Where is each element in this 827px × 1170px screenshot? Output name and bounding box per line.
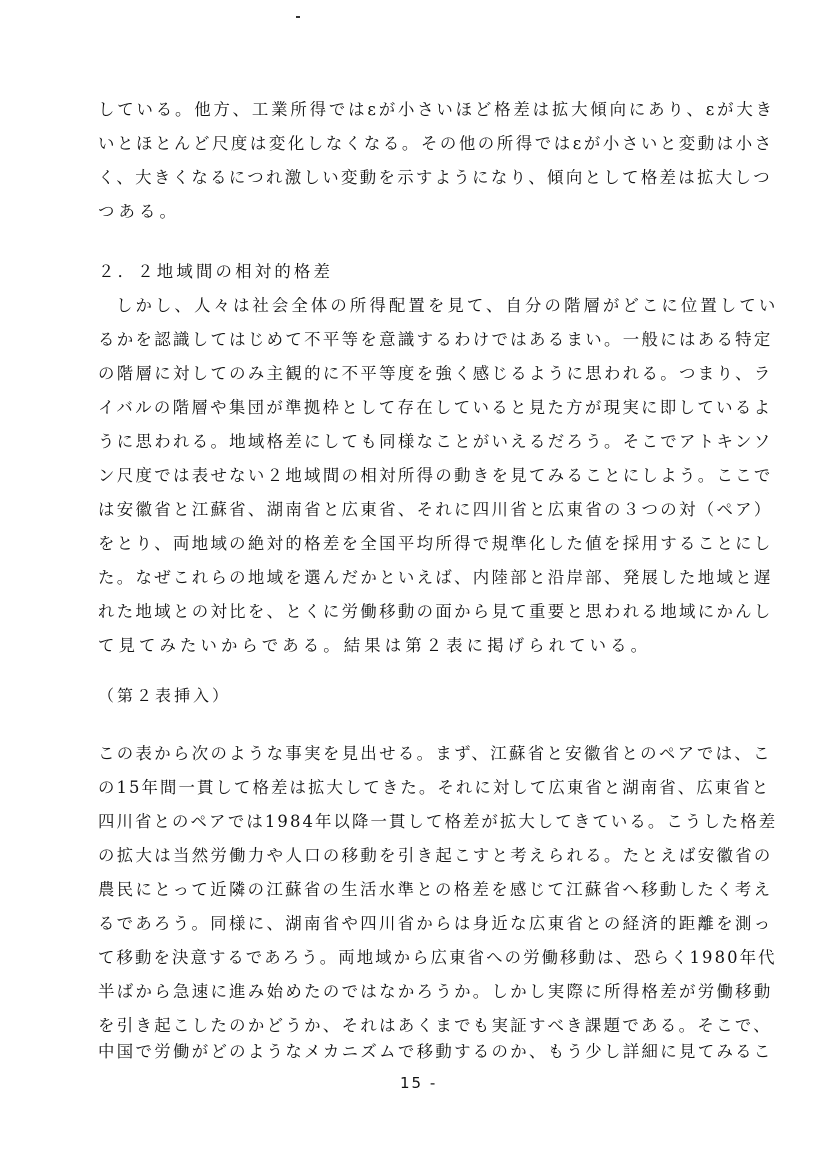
text-line: て移動を決意するであろう。両地域から広東省への労働移動は、恐らく1980年代 [98, 948, 777, 967]
text-line: を引き起こしたのかどうか、それはあくまでも実証すべき課題である。そこで、 [98, 1016, 773, 1035]
text-line: つある。 [98, 202, 180, 221]
text-line: 四川省とのペアでは1984年以降一貫して格差が拡大してきている。こうした格差 [98, 812, 778, 831]
text-line: イバルの階層や集団が準拠枠として存在していると見た方が現実に即しているよ [98, 398, 773, 417]
text-line: た。なぜこれらの地域を選んだかといえば、内陸部と沿岸部、発展した地域と遅 [98, 568, 773, 587]
section-heading: ２．２地域間の相対的格差 [98, 262, 334, 281]
text-line: の拡大は当然労働力や人口の移動を引き起こすと考えられる。たとえば安徽省の [98, 846, 773, 865]
text-line: は安徽省と江蘇省、湖南省と広東省、それに四川省と広東省の３つの対（ペア） [98, 500, 773, 519]
table-insert-note: （第２表挿入） [98, 686, 232, 705]
text-line: 半ばから急速に進み始めたのではなかろうか。しかし実際に所得格差が労働移動 [98, 982, 773, 1001]
text-line: している。他方、工業所得ではεが小さいほど格差は拡大傾向にあり、εが大き [98, 100, 775, 119]
text-line: をとり、両地域の絶対的格差を全国平均所得で規準化した値を採用することにし [98, 534, 773, 553]
text-line: しかし、人々は社会全体の所得配置を見て、自分の階層がどこに位置してい [116, 296, 779, 315]
text-line: この表から次のような事実を見出せる。まず、江蘇省と安徽省とのペアでは、こ [98, 744, 772, 763]
scan-mark [296, 16, 300, 18]
text-line: く、大きくなるにつれ激しい変動を示すようになり、傾向として格差は拡大しつ [98, 168, 773, 187]
text-line: いとほとんど尺度は変化しなくなる。その他の所得ではεが小さいと変動は小さ [98, 134, 774, 153]
text-line: れた地域との対比を、とくに労働移動の面から見て重要と思われる地域にかんし [98, 602, 773, 621]
text-line: の15年間一貫して格差は拡大してきた。それに対して広東省と湖南省、広東省と [98, 778, 771, 797]
text-line: うに思われる。地域格差にしても同様なことがいえるだろう。そこでアトキンソ [98, 432, 773, 451]
page-number: 15 - [400, 1074, 438, 1092]
text-line: の階層に対してのみ主観的に不平等度を強く感じるように思われる。つまり、ラ [98, 364, 773, 383]
text-line: るかを認識してはじめて不平等を意識するわけではあるまい。一般にはある特定 [98, 330, 773, 349]
text-line: るであろう。同様に、湖南省や四川省からは身近な広東省との経済的距離を測っ [98, 914, 773, 933]
text-line: 農民にとって近隣の江蘇省の生活水準との格差を感じて江蘇省へ移動したく考え [98, 880, 773, 899]
text-line: て見てみたいからである。結果は第２表に掲げられている。 [98, 636, 652, 655]
text-line: 中国で労働がどのようなメカニズムで移動するのか、もう少し詳細に見てみるこ [98, 1042, 773, 1061]
text-line: ン尺度では表せない２地域間の相対所得の動きを見てみることにしよう。ここで [98, 466, 773, 485]
